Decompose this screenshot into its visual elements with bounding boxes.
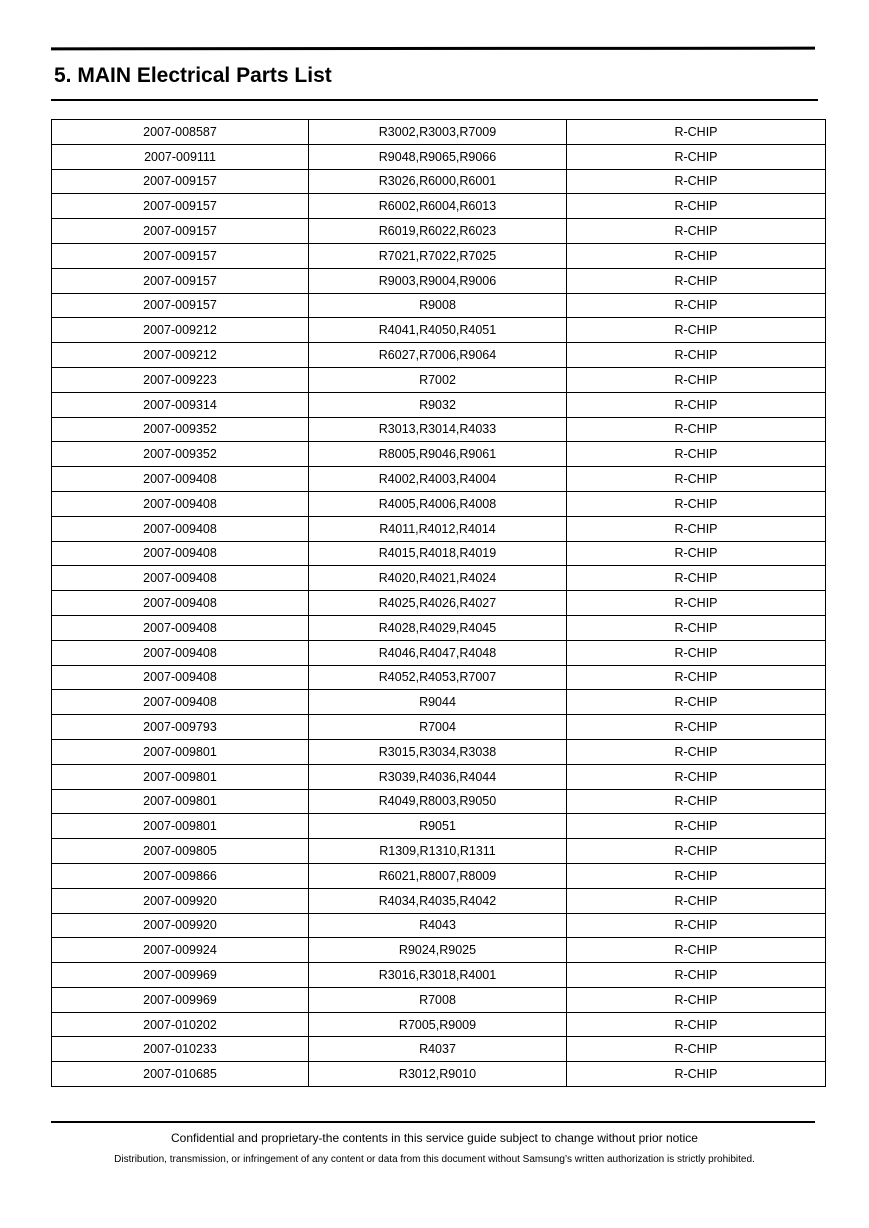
location-cell: R4043 [309,913,567,938]
table-row [52,839,826,864]
description-cell: R-CHIP [567,491,826,516]
table-row [52,913,826,938]
part-code-cell: 2007-009801 [52,814,309,839]
location-cell: R7021,R7022,R7025 [309,243,567,268]
part-code-cell: 2007-009408 [52,566,309,591]
part-code-cell: 2007-009408 [52,690,309,715]
footer-confidential-notice: Confidential and proprietary-the contents in this service guide subject to change without prior notice [171,1131,698,1145]
part-code-cell: 2007-009408 [52,467,309,492]
table-row [52,938,826,963]
table-row [52,491,826,516]
description-cell: R-CHIP [567,888,826,913]
table-row [52,640,826,665]
description-cell: R-CHIP [567,863,826,888]
description-cell: R-CHIP [567,343,826,368]
description-cell: R-CHIP [567,442,826,467]
description-cell: R-CHIP [567,963,826,988]
location-cell: R3015,R3034,R3038 [309,739,567,764]
description-cell: R-CHIP [567,1037,826,1062]
description-cell: R-CHIP [567,715,826,740]
description-cell: R-CHIP [567,541,826,566]
table-row [52,1062,826,1087]
table-row [52,318,826,343]
table-row [52,194,826,219]
table-row [52,814,826,839]
part-code-cell: 2007-009920 [52,913,309,938]
header-top-rule [51,47,815,51]
description-cell: R-CHIP [567,169,826,194]
table-row [52,987,826,1012]
table-row [52,243,826,268]
location-cell: R6019,R6022,R6023 [309,219,567,244]
part-code-cell: 2007-009212 [52,343,309,368]
part-code-cell: 2007-009157 [52,169,309,194]
part-code-cell: 2007-009408 [52,491,309,516]
description-cell: R-CHIP [567,591,826,616]
location-cell: R9024,R9025 [309,938,567,963]
table-row [52,615,826,640]
part-code-cell: 2007-009212 [52,318,309,343]
location-cell: R6021,R8007,R8009 [309,863,567,888]
part-code-cell: 2007-010233 [52,1037,309,1062]
description-cell: R-CHIP [567,764,826,789]
part-code-cell: 2007-009969 [52,963,309,988]
table-row [52,764,826,789]
location-cell: R3012,R9010 [309,1062,567,1087]
part-code-cell: 2007-009157 [52,268,309,293]
location-cell: R9048,R9065,R9066 [309,144,567,169]
location-cell: R9003,R9004,R9006 [309,268,567,293]
location-cell: R3013,R3014,R4033 [309,417,567,442]
table-row [52,739,826,764]
part-code-cell: 2007-009408 [52,615,309,640]
location-cell: R9008 [309,293,567,318]
location-cell: R6027,R7006,R9064 [309,343,567,368]
part-code-cell: 2007-009157 [52,293,309,318]
page-title: 5. MAIN Electrical Parts List [54,64,332,87]
description-cell: R-CHIP [567,739,826,764]
part-code-cell: 2007-009408 [52,591,309,616]
description-cell: R-CHIP [567,665,826,690]
footer-distribution-notice: Distribution, transmission, or infringement of any content or data from this document without Samsung’s written authorization is strictly prohibited. [114,1154,755,1165]
location-cell: R3002,R3003,R7009 [309,120,567,145]
parts-table-body [52,120,826,1087]
description-cell: R-CHIP [567,516,826,541]
title-underline-rule [51,99,818,101]
part-code-cell: 2007-008587 [52,120,309,145]
description-cell: R-CHIP [567,243,826,268]
part-code-cell: 2007-009157 [52,194,309,219]
table-row [52,665,826,690]
table-row [52,715,826,740]
location-cell: R4011,R4012,R4014 [309,516,567,541]
table-row [52,144,826,169]
part-code-cell: 2007-009408 [52,640,309,665]
location-cell: R7004 [309,715,567,740]
part-code-cell: 2007-009801 [52,789,309,814]
description-cell: R-CHIP [567,814,826,839]
description-cell: R-CHIP [567,392,826,417]
location-cell: R7005,R9009 [309,1012,567,1037]
location-cell: R8005,R9046,R9061 [309,442,567,467]
description-cell: R-CHIP [567,987,826,1012]
table-row [52,417,826,442]
description-cell: R-CHIP [567,144,826,169]
location-cell: R1309,R1310,R1311 [309,839,567,864]
footer-top-rule [51,1121,815,1123]
part-code-cell: 2007-009969 [52,987,309,1012]
description-cell: R-CHIP [567,913,826,938]
part-code-cell: 2007-009924 [52,938,309,963]
part-code-cell: 2007-009408 [52,665,309,690]
description-cell: R-CHIP [567,219,826,244]
part-code-cell: 2007-009793 [52,715,309,740]
location-cell: R4015,R4018,R4019 [309,541,567,566]
part-code-cell: 2007-009223 [52,367,309,392]
part-code-cell: 2007-009920 [52,888,309,913]
table-row [52,963,826,988]
table-row [52,566,826,591]
part-code-cell: 2007-009157 [52,219,309,244]
part-code-cell: 2007-009352 [52,417,309,442]
description-cell: R-CHIP [567,1012,826,1037]
location-cell: R4049,R8003,R9050 [309,789,567,814]
table-row [52,442,826,467]
description-cell: R-CHIP [567,938,826,963]
table-row [52,888,826,913]
table-row [52,789,826,814]
location-cell: R9032 [309,392,567,417]
part-code-cell: 2007-010685 [52,1062,309,1087]
location-cell: R4046,R4047,R4048 [309,640,567,665]
table-row [52,367,826,392]
location-cell: R3026,R6000,R6001 [309,169,567,194]
part-code-cell: 2007-010202 [52,1012,309,1037]
location-cell: R4052,R4053,R7007 [309,665,567,690]
part-code-cell: 2007-009352 [52,442,309,467]
location-cell: R4025,R4026,R4027 [309,591,567,616]
location-cell: R9051 [309,814,567,839]
description-cell: R-CHIP [567,640,826,665]
table-row [52,467,826,492]
description-cell: R-CHIP [567,690,826,715]
location-cell: R7002 [309,367,567,392]
description-cell: R-CHIP [567,1062,826,1087]
description-cell: R-CHIP [567,268,826,293]
table-row [52,541,826,566]
table-row [52,1037,826,1062]
table-row [52,516,826,541]
description-cell: R-CHIP [567,615,826,640]
location-cell: R9044 [309,690,567,715]
description-cell: R-CHIP [567,566,826,591]
table-row [52,392,826,417]
table-row [52,120,826,145]
description-cell: R-CHIP [567,194,826,219]
location-cell: R4034,R4035,R4042 [309,888,567,913]
description-cell: R-CHIP [567,318,826,343]
table-row [52,268,826,293]
description-cell: R-CHIP [567,789,826,814]
location-cell: R4002,R4003,R4004 [309,467,567,492]
part-code-cell: 2007-009801 [52,739,309,764]
description-cell: R-CHIP [567,367,826,392]
location-cell: R4037 [309,1037,567,1062]
part-code-cell: 2007-009111 [52,144,309,169]
part-code-cell: 2007-009801 [52,764,309,789]
location-cell: R4005,R4006,R4008 [309,491,567,516]
table-row [52,591,826,616]
table-row [52,863,826,888]
description-cell: R-CHIP [567,293,826,318]
location-cell: R3016,R3018,R4001 [309,963,567,988]
table-row [52,169,826,194]
location-cell: R4041,R4050,R4051 [309,318,567,343]
part-code-cell: 2007-009408 [52,516,309,541]
description-cell: R-CHIP [567,417,826,442]
description-cell: R-CHIP [567,467,826,492]
part-code-cell: 2007-009157 [52,243,309,268]
location-cell: R4020,R4021,R4024 [309,566,567,591]
part-code-cell: 2007-009408 [52,541,309,566]
part-code-cell: 2007-009805 [52,839,309,864]
parts-table [51,119,826,1087]
location-cell: R6002,R6004,R6013 [309,194,567,219]
table-row [52,219,826,244]
description-cell: R-CHIP [567,839,826,864]
table-row [52,1012,826,1037]
part-code-cell: 2007-009866 [52,863,309,888]
description-cell: R-CHIP [567,120,826,145]
table-row [52,690,826,715]
location-cell: R3039,R4036,R4044 [309,764,567,789]
table-row [52,343,826,368]
table-row [52,293,826,318]
location-cell: R7008 [309,987,567,1012]
part-code-cell: 2007-009314 [52,392,309,417]
location-cell: R4028,R4029,R4045 [309,615,567,640]
